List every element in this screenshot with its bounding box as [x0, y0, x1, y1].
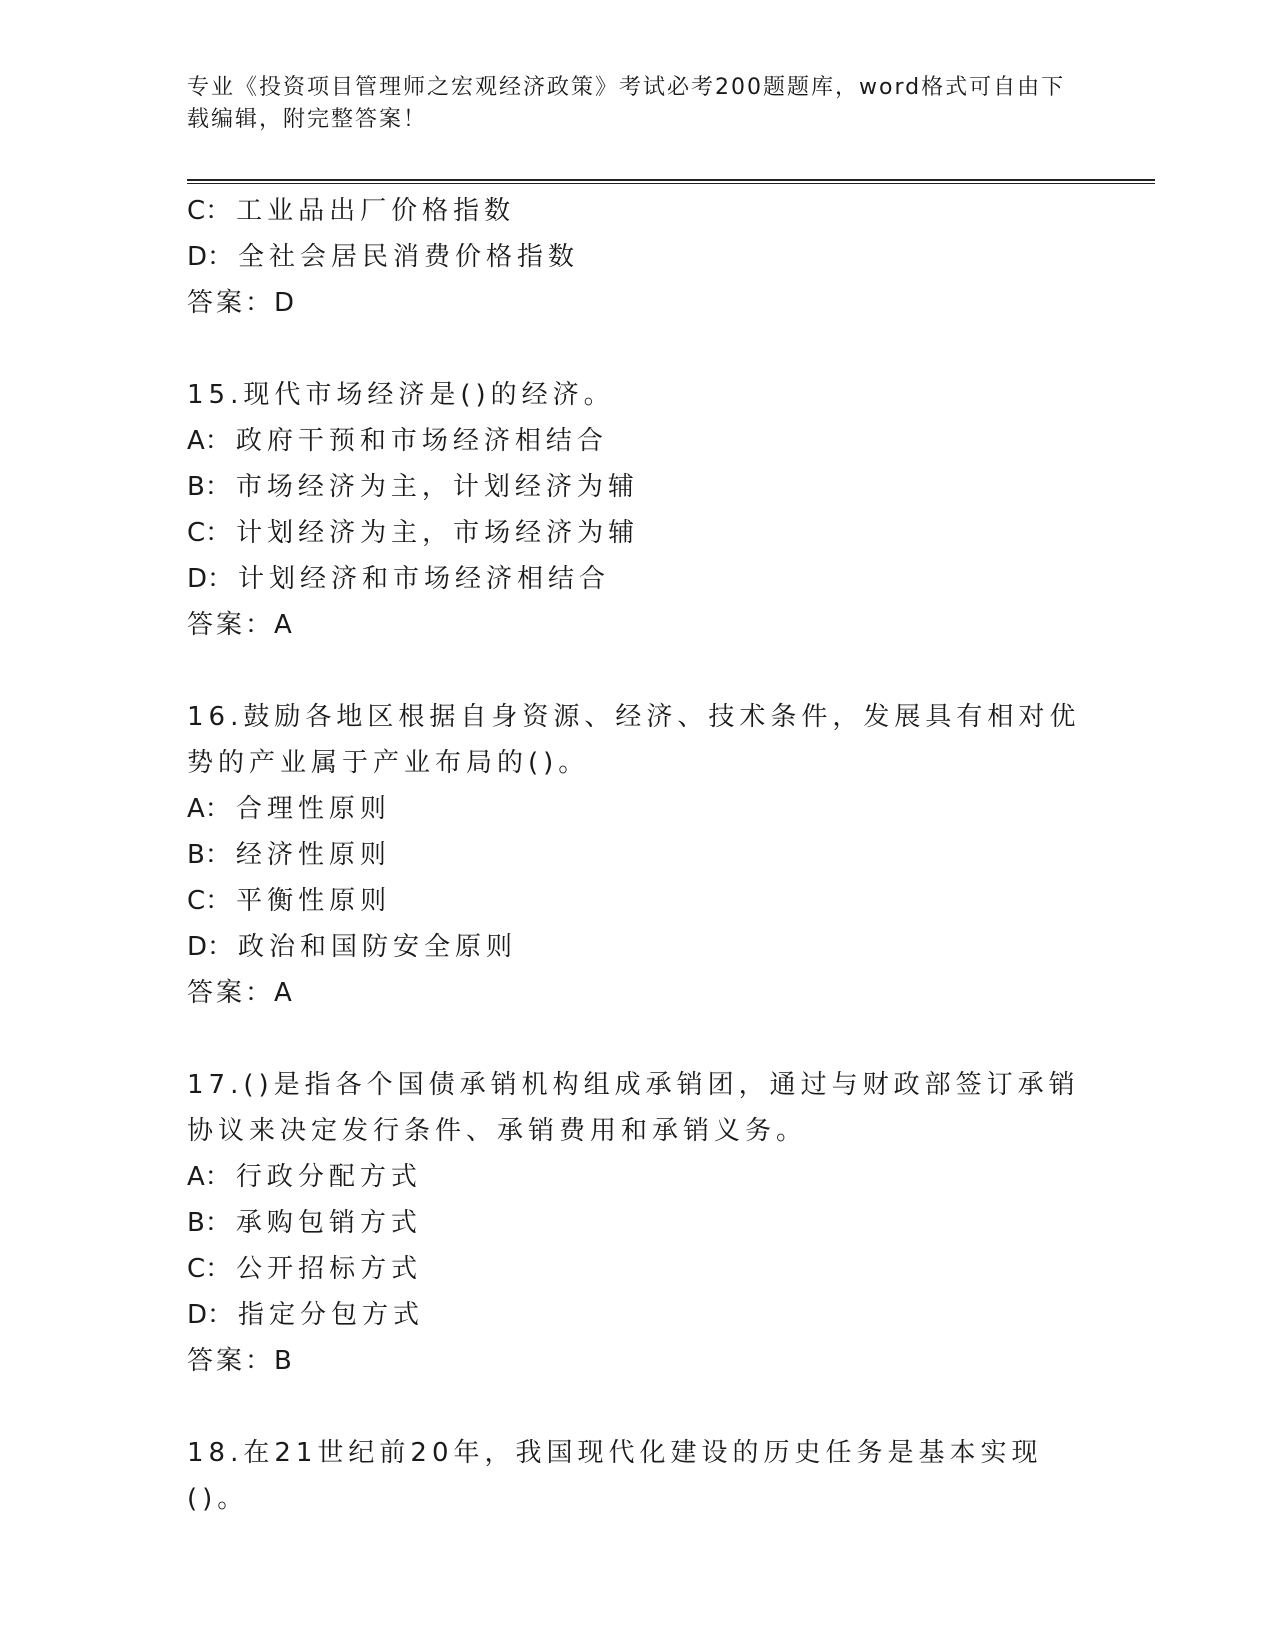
answer-line: 答案：D [187, 288, 298, 318]
option-line: C：平衡性原则 [187, 886, 392, 916]
option-line: B：经济性原则 [187, 840, 391, 870]
question-text: 18.在21世纪前20年，我国现代化建设的历史任务是基本实现()。 [187, 1438, 1043, 1514]
option-text: 政府干预和市场经济相结合 [235, 426, 608, 456]
option-key: B [187, 1208, 205, 1238]
question-block [187, 1430, 1087, 1522]
header-rule-thin [187, 183, 1155, 184]
option-line: B：市场经济为主，计划经济为辅 [187, 472, 639, 502]
question-text: 15.现代市场经济是()的经济。 [187, 380, 615, 410]
option-key: D [187, 1300, 208, 1330]
question-text: 16.鼓励各地区根据自身资源、经济、技术条件，发展具有相对优势的产业属于产业布局的()。 [187, 702, 1081, 778]
option-line: A：政府干预和市场经济相结合 [187, 426, 608, 456]
option-key: D [187, 564, 208, 594]
question-block [187, 1062, 1087, 1384]
option-line: D：政治和国防安全原则 [187, 932, 518, 962]
document-body [187, 188, 1087, 1522]
question-block [187, 694, 1087, 1016]
answer-line: 答案：B [187, 1346, 295, 1376]
option-key: B [187, 840, 205, 870]
option-key: A [187, 426, 205, 456]
option-line: C：计划经济为主，市场经济为辅 [187, 518, 640, 548]
document-header: 专业《投资项目管理师之宏观经济政策》考试必考200题题库，word格式可自由下载编辑，附完整答案！ [187, 75, 1066, 132]
option-text: 政治和国防安全原则 [238, 932, 518, 962]
question-block [187, 372, 1087, 648]
option-line: A：行政分配方式 [187, 1162, 422, 1192]
option-line: C：工业品出厂价格指数 [187, 196, 516, 226]
option-line: D：全社会居民消费价格指数 [187, 242, 580, 272]
option-line: B：承购包销方式 [187, 1208, 422, 1238]
option-key: C [187, 886, 206, 916]
option-text: 经济性原则 [235, 840, 391, 870]
option-text: 计划经济和市场经济相结合 [238, 564, 611, 594]
option-line: D：计划经济和市场经济相结合 [187, 564, 611, 594]
option-text: 指定分包方式 [238, 1300, 425, 1330]
option-text: 市场经济为主，计划经济为辅 [235, 472, 639, 502]
option-text: 全社会居民消费价格指数 [238, 242, 580, 272]
option-key: A [187, 1162, 205, 1192]
option-key: C [187, 518, 206, 548]
option-line: A：合理性原则 [187, 794, 391, 824]
option-line: D：指定分包方式 [187, 1300, 425, 1330]
carry-over-question [187, 188, 1087, 326]
option-text: 承购包销方式 [235, 1208, 422, 1238]
header-rule-thick [187, 179, 1155, 181]
option-key: A [187, 794, 205, 824]
option-key: D [187, 242, 208, 272]
option-text: 行政分配方式 [235, 1162, 422, 1192]
option-key: C [187, 1254, 206, 1284]
answer-line: 答案：A [187, 610, 295, 640]
option-key: C [187, 196, 206, 226]
option-text: 平衡性原则 [236, 886, 392, 916]
answer-line: 答案：A [187, 978, 295, 1008]
option-text: 计划经济为主，市场经济为辅 [236, 518, 640, 548]
option-key: B [187, 472, 205, 502]
option-line: C：公开招标方式 [187, 1254, 423, 1284]
option-text: 公开招标方式 [236, 1254, 423, 1284]
option-key: D [187, 932, 208, 962]
question-text: 17.()是指各个国债承销机构组成承销团，通过与财政部签订承销协议来决定发行条件、承销费用和承销义务。 [187, 1070, 1080, 1146]
option-text: 工业品出厂价格指数 [236, 196, 516, 226]
option-text: 合理性原则 [235, 794, 391, 824]
